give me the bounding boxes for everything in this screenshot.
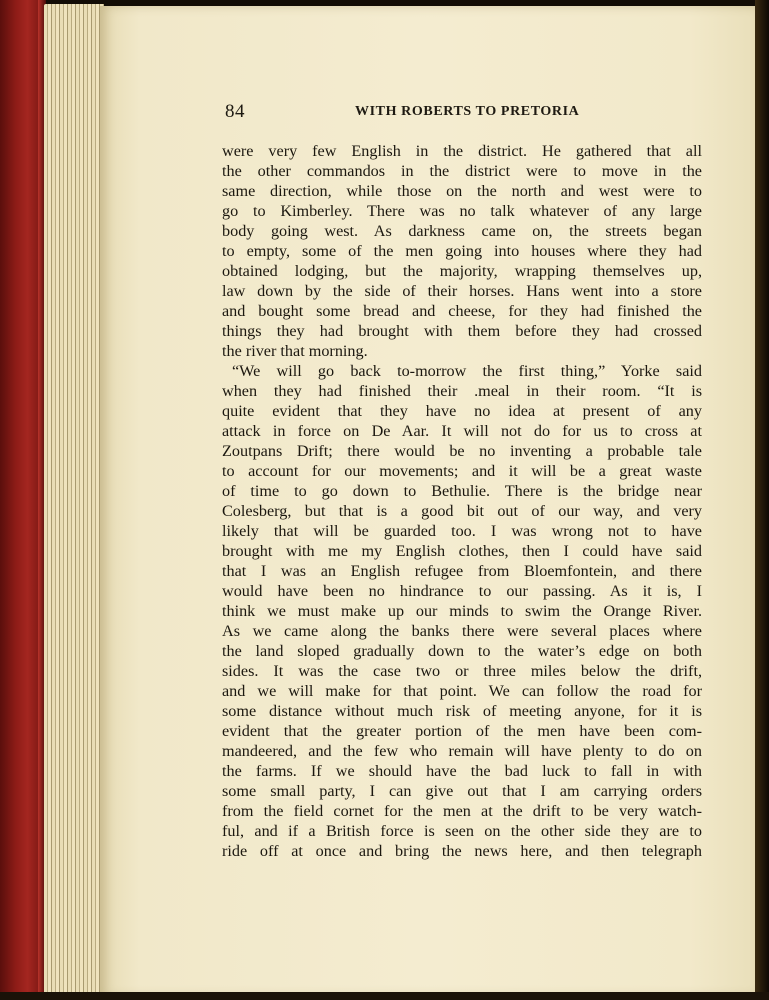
text-line: and bought some bread and cheese, for they had finished the: [222, 302, 702, 320]
text-line: body going west. As darkness came on, the streets began: [222, 222, 702, 240]
text-line: quite evident that they have no idea at present of any: [222, 402, 702, 420]
text-line: As we came along the banks there were several places where: [222, 622, 702, 640]
text-line: ride off at once and bring the news here, and then telegraph: [222, 842, 702, 860]
text-line: attack in force on De Aar. It will not do for us to cross at: [222, 422, 702, 440]
text-line: obtained lodging, but the majority, wrapping themselves up,: [222, 262, 702, 280]
text-line: would have been no hindrance to our passing. As it is, I: [222, 582, 702, 600]
text-line: of time to go down to Bethulie. There is the bridge near: [222, 482, 702, 500]
scan-bottom-border: [0, 992, 769, 1000]
text-line: Colesberg, but that is a good bit out of our way, and very: [222, 502, 702, 520]
page-number: 84: [225, 101, 245, 122]
text-line: some distance without much risk of meeting anyone, for it is: [222, 702, 702, 720]
text-line: evident that the greater portion of the men have been com-: [222, 722, 702, 740]
text-line: likely that will be guarded too. I was wrong not to have: [222, 522, 702, 540]
text-line: “We will go back to-morrow the first thing,” Yorke said: [232, 362, 702, 380]
running-header: [225, 101, 701, 123]
text-line: to account for our movements; and it will be a great waste: [222, 462, 702, 480]
running-title: WITH ROBERTS TO PRETORIA: [355, 104, 580, 119]
text-line: same direction, while those on the north and west were to: [222, 182, 702, 200]
text-line: things they had brought with them before they had crossed: [222, 322, 702, 340]
text-line: the other commandos in the district were to move in the: [222, 162, 702, 180]
text-line: brought with me my English clothes, then I could have said: [222, 542, 702, 560]
text-line: and we will make for that point. We can follow the road for: [222, 682, 702, 700]
text-line: go to Kimberley. There was no talk whatever of any large: [222, 202, 702, 220]
text-line: sides. It was the case two or three miles below the drift,: [222, 662, 702, 680]
text-line: the river that morning.: [222, 342, 368, 360]
text-line: ful, and if a British force is seen on the other side they are to: [222, 822, 702, 840]
text-line: when they had finished their .meal in their room. “It is: [222, 382, 702, 400]
text-line: Zoutpans Drift; there would be no inventing a probable tale: [222, 442, 702, 460]
text-line: the land sloped gradually down to the water’s edge on both: [222, 642, 702, 660]
text-line: were very few English in the district. He gathered that all: [222, 142, 702, 160]
text-line: mandeered, and the few who remain will have plenty to do on: [222, 742, 702, 760]
scan-right-border: [755, 0, 769, 1000]
text-line: some small party, I can give out that I am carrying orders: [222, 782, 702, 800]
text-line: that I was an English refugee from Bloemfontein, and there: [222, 562, 702, 580]
stacked-page-edges: [44, 4, 104, 1000]
text-line: to empty, some of the men going into houses where they had: [222, 242, 702, 260]
body-text: [222, 141, 702, 861]
text-line: the farms. If we should have the bad luck to fall in with: [222, 762, 702, 780]
text-line: from the field cornet for the men at the drift to be very watch-: [222, 802, 702, 820]
text-line: think we must make up our minds to swim the Orange River.: [222, 602, 702, 620]
text-line: law down by the side of their horses. Hans went into a store: [222, 282, 702, 300]
